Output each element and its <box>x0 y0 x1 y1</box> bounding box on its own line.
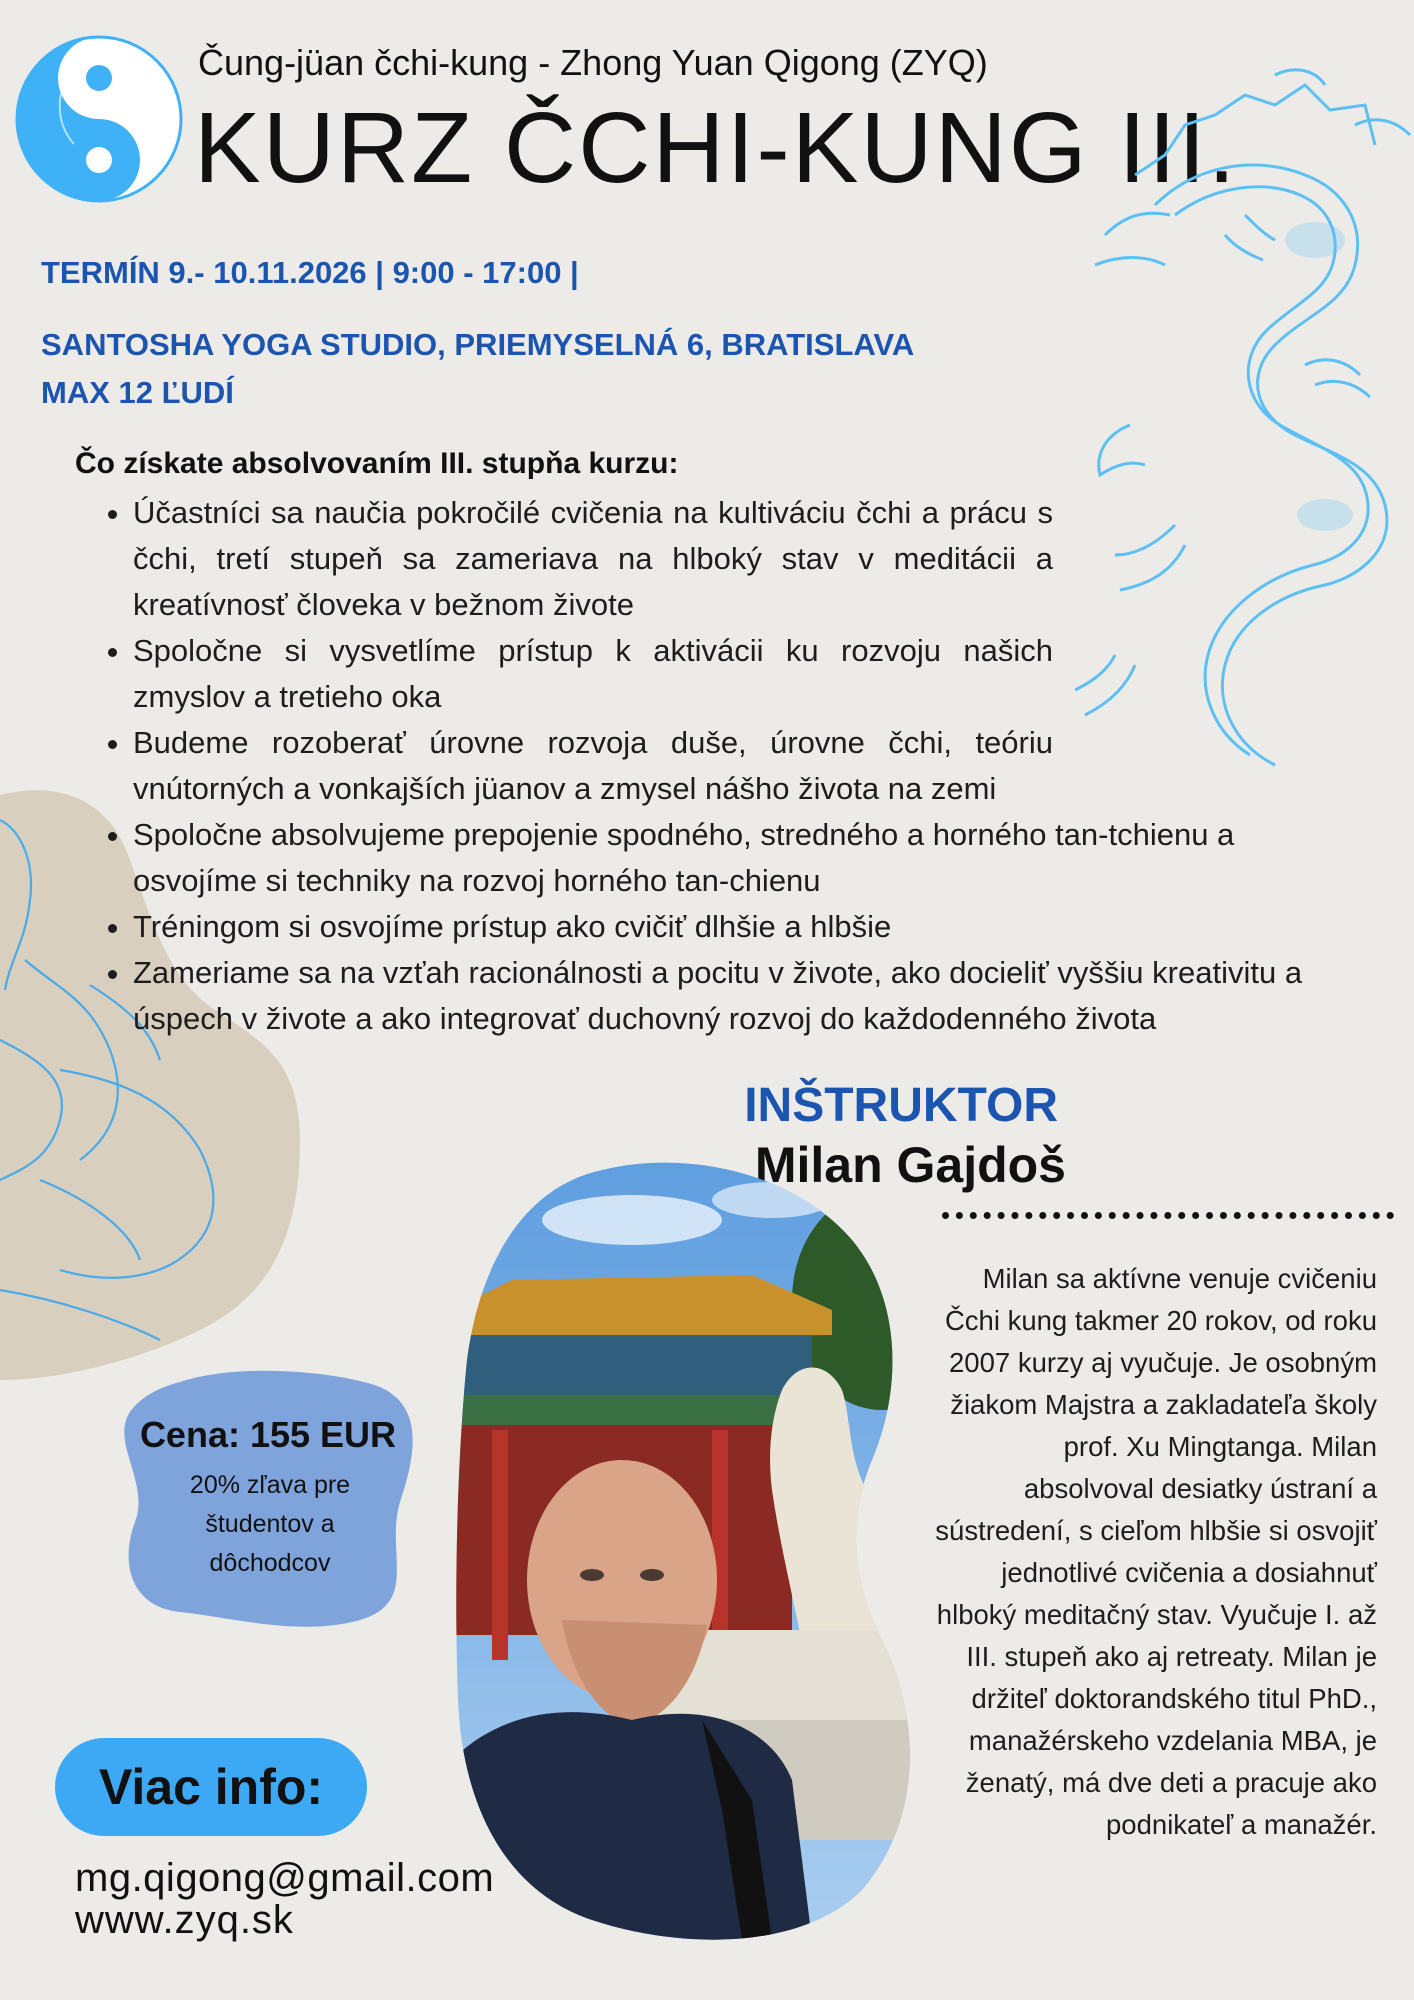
instructor-photo <box>452 1160 964 1940</box>
yin-yang-icon <box>14 34 184 204</box>
email-link[interactable]: mg.qigong@gmail.com <box>75 1856 495 1900</box>
course-date: TERMÍN 9.- 10.11.2026 | 9:00 - 17:00 | <box>41 255 579 290</box>
website-link[interactable]: www.zyq.sk <box>75 1898 294 1942</box>
more-info-button[interactable]: Viac info: <box>55 1738 367 1836</box>
page-subtitle: Čung-jüan čchi-kung - Zhong Yuan Qigong (ZYQ) <box>198 42 988 83</box>
list-item: • Budeme rozoberať úrovne rozvoja duše, úrovne čchi, teóriu vnútorných a vonkajších jüanov a zmysel nášho života na zemi <box>133 720 1053 812</box>
dotted-divider <box>942 1212 1394 1219</box>
course-capacity: MAX 12 ĽUDÍ <box>41 375 234 410</box>
list-item: • Tréningom si osvojíme prístup ako cvičiť dlhšie a hlbšie <box>133 904 1313 950</box>
instructor-label: INŠTRUKTOR <box>744 1079 1058 1132</box>
list-item: • Spoločne absolvujeme prepojenie spodného, stredného a horného tan-tchienu a osvojíme si techniky na rozvoj horného tan-chienu <box>133 812 1313 904</box>
instructor-bio: Milan sa aktívne venuje cvičeniu Čchi kung takmer 20 rokov, od roku 2007 kurzy aj vyučuje. Je osobným žiakom Majstra a zakladateľa školy prof. Xu Mingtanga. Milan absolvoval desiatky ústraní a sústredení, s cieľom hlbšie si osvojiť jednotlivé cvičenia a dosiahnuť hlboký meditačný stav. Vyučuje I. až III. stupeň ako aj retreaty. Milan je držiteľ doktorandského titul PhD., manažérskeho vzdelania MBA, je ženatý, má dve deti a pracuje ako podnikateľ a manažér. <box>935 1263 1377 1840</box>
list-item: • Účastníci sa naučia pokročilé cvičenia na kultiváciu čchi a prácu s čchi, tretí stupeň sa zameriava na hlboký stav v meditácii a kreatívnosť človeka v bežnom živote <box>133 490 1053 628</box>
benefits-list <box>100 490 1383 1042</box>
benefits-heading: Čo získate absolvovaním III. stupňa kurzu: <box>75 447 679 480</box>
list-item: • Spoločne si vysvetlíme prístup k aktivácii ku rozvoju našich zmyslov a tretieho oka <box>133 628 1053 720</box>
price-discount: 20% zľava pre študentov a dôchodcov <box>189 1471 351 1577</box>
course-location: SANTOSHA YOGA STUDIO, PRIEMYSELNÁ 6, BRATISLAVA <box>41 327 915 362</box>
page-title: KURZ ČCHI-KUNG III. <box>194 92 1238 204</box>
list-item: • Zameriame sa na vzťah racionálnosti a pocitu v živote, ako docieliť vyššiu kreativitu a úspech v živote a ako integrovať duchovný rozvoj do každodenného života <box>133 950 1313 1042</box>
price-label: Cena: 155 EUR <box>139 1414 397 1455</box>
instructor-name: Milan Gajdoš <box>754 1137 1066 1193</box>
